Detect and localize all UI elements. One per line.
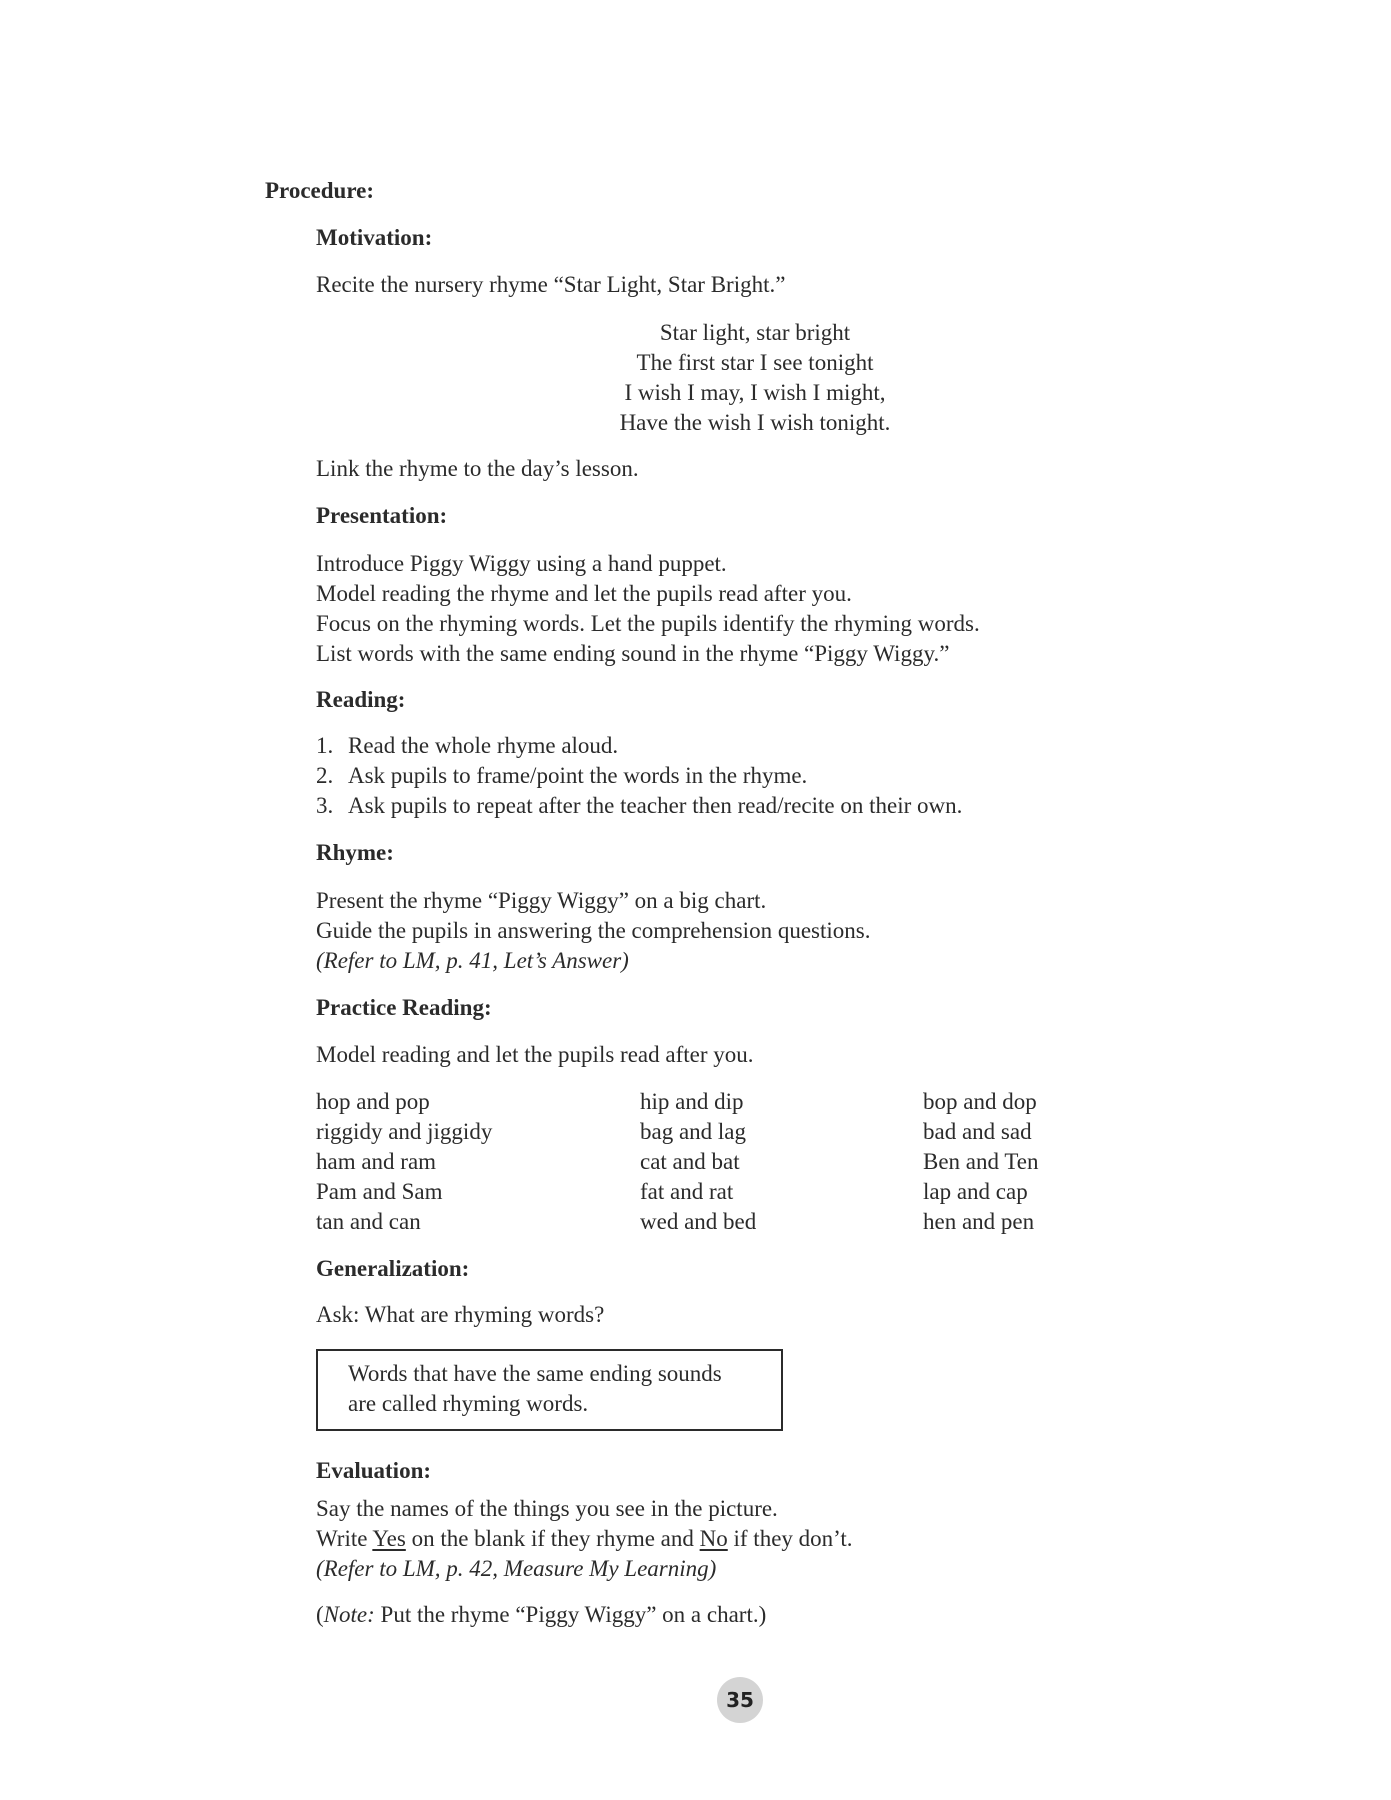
note-paren: (	[316, 1602, 324, 1627]
motivation-link: Link the rhyme to the day’s lesson.	[316, 456, 639, 481]
word-pair: Pam and Sam	[316, 1179, 443, 1204]
motivation-heading: Motivation:	[316, 225, 433, 250]
rhyme-line: Guide the pupils in answering the comprehension questions.	[316, 918, 871, 943]
presentation-heading: Presentation:	[316, 503, 448, 528]
word-pair: lap and cap	[923, 1179, 1028, 1204]
reading-item-text: Read the whole rhyme aloud.	[348, 733, 619, 758]
generalization-heading: Generalization:	[316, 1256, 470, 1281]
definition-box	[316, 1349, 783, 1431]
evaluation-text: Write	[316, 1526, 373, 1551]
poem-line: The first star I see tonight	[636, 350, 874, 375]
evaluation-text: on the blank if they rhyme and	[405, 1526, 700, 1551]
reading-item-number: 3.	[316, 793, 334, 818]
word-pair: Ben and Ten	[923, 1149, 1039, 1174]
nursery-rhyme-poem	[560, 318, 950, 438]
rhyme-line: Present the rhyme “Piggy Wiggy” on a big chart.	[316, 888, 767, 913]
presentation-line: Model reading the rhyme and let the pupils read after you.	[316, 581, 852, 606]
word-pair: hop and pop	[316, 1089, 430, 1114]
rhyme-reference: (Refer to LM, p. 41, Let’s Answer)	[316, 948, 629, 973]
teacher-note	[316, 1600, 766, 1630]
word-pair: riggidy and jiggidy	[316, 1119, 493, 1144]
reading-item-number: 1.	[316, 733, 334, 758]
evaluation-heading: Evaluation:	[316, 1458, 432, 1483]
note-text: Put the rhyme “Piggy Wiggy” on a chart.)	[374, 1602, 767, 1627]
word-pair: hip and dip	[640, 1089, 744, 1114]
word-pair: bad and sad	[923, 1119, 1032, 1144]
word-pair: hen and pen	[923, 1209, 1035, 1234]
generalization-question: Ask: What are rhyming words?	[316, 1302, 605, 1327]
rhyme-heading: Rhyme:	[316, 840, 394, 865]
poem-line: I wish I may, I wish I might,	[624, 380, 886, 405]
page-number: 35	[717, 1677, 763, 1723]
motivation-instruction: Recite the nursery rhyme “Star Light, Star Bright.”	[316, 272, 786, 297]
procedure-heading: Procedure:	[265, 178, 375, 203]
word-pair: bop and dop	[923, 1089, 1037, 1114]
poem-line: Star light, star bright	[659, 320, 851, 345]
presentation-line: Focus on the rhyming words. Let the pupils identify the rhyming words.	[316, 611, 980, 636]
word-pair: wed and bed	[640, 1209, 757, 1234]
definition-line: Words that have the same ending sounds	[348, 1361, 722, 1386]
presentation-line: Introduce Piggy Wiggy using a hand puppet.	[316, 551, 727, 576]
reading-item-text: Ask pupils to frame/point the words in the rhyme.	[348, 763, 808, 788]
word-pair: bag and lag	[640, 1119, 747, 1144]
definition-line: are called rhyming words.	[348, 1391, 589, 1416]
evaluation-instruction	[316, 1524, 853, 1554]
poem-line: Have the wish I wish tonight.	[619, 410, 891, 435]
presentation-line: List words with the same ending sound in the rhyme “Piggy Wiggy.”	[316, 641, 950, 666]
practice-reading-heading: Practice Reading:	[316, 995, 492, 1020]
word-pair: cat and bat	[640, 1149, 740, 1174]
reading-item-text: Ask pupils to repeat after the teacher then read/recite on their own.	[348, 793, 963, 818]
reading-heading: Reading:	[316, 687, 406, 712]
note-label: Note:	[323, 1602, 375, 1627]
evaluation-reference: (Refer to LM, p. 42, Measure My Learning)	[316, 1556, 717, 1581]
word-pair: fat and rat	[640, 1179, 734, 1204]
word-pair: ham and ram	[316, 1149, 437, 1174]
evaluation-text: if they don’t.	[727, 1526, 853, 1551]
reading-item-number: 2.	[316, 763, 334, 788]
evaluation-line: Say the names of the things you see in the picture.	[316, 1496, 778, 1521]
word-pair: tan and can	[316, 1209, 421, 1234]
no-word: No	[699, 1526, 728, 1551]
practice-instruction: Model reading and let the pupils read after you.	[316, 1042, 754, 1067]
yes-word: Yes	[372, 1526, 406, 1551]
